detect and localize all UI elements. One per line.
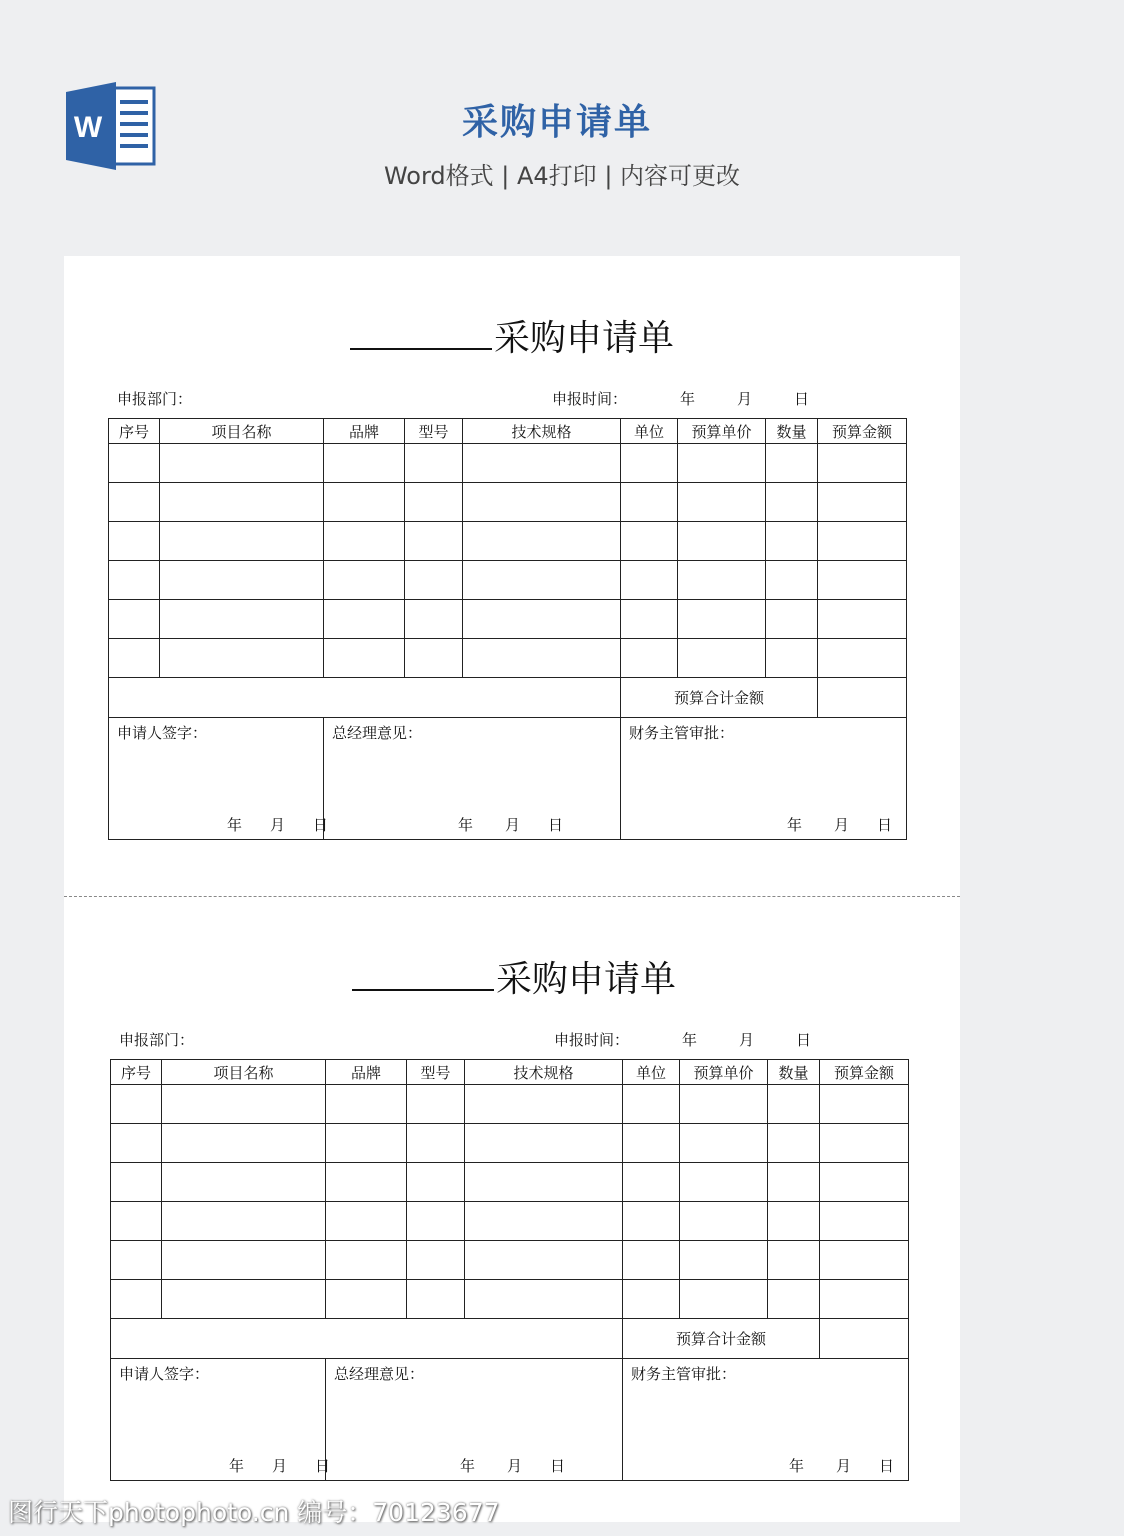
time-label: 申报时间： [552, 390, 628, 408]
col-header-item-name: 项目名称 [160, 419, 324, 444]
manager-date: 年 月 日 [460, 1457, 566, 1475]
table-row[interactable] [109, 600, 907, 639]
dept-label: 申报部门： [119, 1031, 195, 1049]
col-header-unit-price: 预算单价 [678, 419, 766, 444]
table-row[interactable] [111, 1163, 909, 1202]
col-header-brand: 品牌 [326, 1060, 407, 1085]
col-header-brand: 品牌 [324, 419, 405, 444]
col-header-index: 序号 [109, 419, 160, 444]
table-row[interactable] [111, 1280, 909, 1319]
col-header-amount: 预算金额 [818, 419, 907, 444]
table-header-row [111, 1060, 909, 1085]
col-header-amount: 预算金额 [820, 1060, 909, 1085]
page-subtitle: Word格式 | A4打印 | 内容可更改 [383, 162, 741, 190]
manager-label: 总经理意见： [332, 724, 423, 742]
purchase-table [110, 1059, 909, 1481]
col-header-unit: 单位 [621, 419, 678, 444]
manager-opinion-cell[interactable] [324, 718, 621, 840]
table-row[interactable] [109, 444, 907, 483]
purchase-table [108, 418, 907, 840]
document-paper [64, 256, 960, 1522]
table-row[interactable] [111, 1085, 909, 1124]
applicant-label: 申请人签字： [117, 724, 208, 742]
form-title: 采购申请单 [64, 310, 960, 361]
cut-line-divider [64, 896, 960, 897]
total-row [111, 1319, 909, 1359]
report-date: 年 月 日 [682, 1031, 812, 1049]
total-label: 预算合计金额 [621, 678, 818, 718]
word-logo-letter: W [73, 111, 103, 144]
col-header-index: 序号 [111, 1060, 162, 1085]
applicant-date: 年 月 日 [227, 816, 329, 834]
col-header-spec: 技术规格 [463, 419, 621, 444]
col-header-quantity: 数量 [768, 1060, 820, 1085]
col-header-unit-price: 预算单价 [680, 1060, 768, 1085]
col-header-model: 型号 [407, 1060, 465, 1085]
table-row[interactable] [109, 522, 907, 561]
total-row [109, 678, 907, 718]
page-title: 采购申请单 [461, 102, 652, 143]
finance-label: 财务主管审批： [631, 1365, 737, 1383]
col-header-item-name: 项目名称 [162, 1060, 326, 1085]
signature-row [111, 1359, 909, 1481]
col-header-quantity: 数量 [766, 419, 818, 444]
signature-row [109, 718, 907, 840]
time-label: 申报时间： [554, 1031, 630, 1049]
applicant-label: 申请人签字： [119, 1365, 210, 1383]
form-title: 采购申请单 [66, 951, 962, 1002]
department-blank[interactable] [352, 959, 494, 991]
table-row[interactable] [111, 1202, 909, 1241]
applicant-signature-cell[interactable] [109, 718, 329, 840]
manager-opinion-cell[interactable] [326, 1359, 623, 1481]
table-row[interactable] [109, 483, 907, 522]
col-header-unit: 单位 [623, 1060, 680, 1085]
finance-date: 年 月 日 [789, 1457, 895, 1475]
dept-label: 申报部门： [117, 390, 193, 408]
col-header-model: 型号 [405, 419, 463, 444]
applicant-signature-cell[interactable] [111, 1359, 331, 1481]
finance-date: 年 月 日 [787, 816, 893, 834]
manager-date: 年 月 日 [458, 816, 564, 834]
finance-approval-cell[interactable] [621, 718, 907, 840]
total-amount-cell[interactable] [818, 678, 907, 718]
table-header-row [109, 419, 907, 444]
finance-label: 财务主管审批： [629, 724, 735, 742]
total-label: 预算合计金额 [623, 1319, 820, 1359]
table-row[interactable] [109, 561, 907, 600]
department-blank[interactable] [350, 318, 492, 350]
table-row[interactable] [109, 639, 907, 678]
table-row[interactable] [111, 1124, 909, 1163]
manager-label: 总经理意见： [334, 1365, 425, 1383]
col-header-spec: 技术规格 [465, 1060, 623, 1085]
total-amount-cell[interactable] [820, 1319, 909, 1359]
table-row[interactable] [111, 1241, 909, 1280]
applicant-date: 年 月 日 [229, 1457, 331, 1475]
watermark-text: 图行天下photophoto.cn 编号：70123677 [8, 1498, 500, 1527]
report-date: 年 月 日 [680, 390, 810, 408]
finance-approval-cell[interactable] [623, 1359, 909, 1481]
